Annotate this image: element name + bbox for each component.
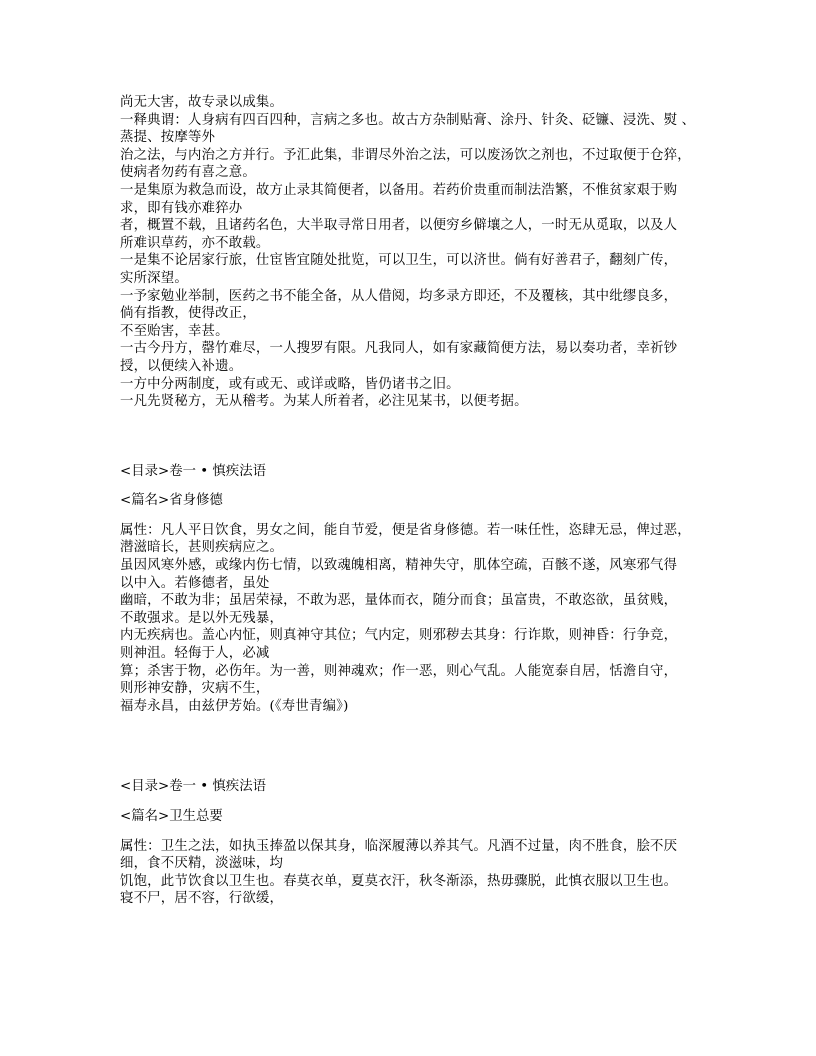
text-line: 一予家勉业举制，医药之书不能全备，从人借阅，均多录方即还，不及覆核，其中纰缪良多， [120, 288, 678, 304]
text-line: 实所深望。 [120, 270, 188, 286]
text-line: 一古今丹方，罄竹难尽，一人搜罗有限。凡我同人，如有家藏简便方法，易以奏功者，幸祈钞 [120, 341, 678, 357]
text-line: 饥饱，此节饮食以卫生也。春莫衣单，夏莫衣汗，秋冬渐添，热毋骤脱，此慎衣服以卫生也。 [120, 873, 678, 889]
text-line: 寝不尸，居不容，行欲缓， [120, 891, 284, 907]
text-line: 细，食不厌精，淡滋味，均 [120, 856, 284, 872]
text-line: 不敢强求。是以外无残暴， [120, 610, 284, 626]
text-line: 以中入。若修德者，虽处 [120, 575, 270, 591]
text-line: 一是集不论居家行旅，仕宦皆宜随处批览，可以卫生，可以济世。倘有好善君子，翻刻广传， [120, 253, 678, 269]
text-line: 所难识草药，亦不敢载。 [120, 235, 270, 251]
text-line: 内无疾病也。盖心内怔，则真神守其位；气内定，则邪秽去其身：行诈欺，则神昏：行争竞， [120, 628, 678, 644]
text-line: 一释典谓：人身病有四百四种，言病之多也。故古方杂制贴膏、涂丹、针灸、砭镰、浸洗、熨 、 [120, 112, 696, 128]
text-line: 属性：卫生之法，如执玉捧盈以保其身，临深履薄以养其气。凡酒不过量，肉不胜食，脍不厌 [120, 838, 678, 854]
section-1 [120, 463, 705, 716]
text-line: 授，以便续入补遗。 [120, 358, 243, 374]
text-line: 蒸提、按摩等外 [120, 130, 216, 146]
text-line: 虽因风寒外感，或缘内伤七情，以致魂魄相离，精神失守，肌体空疏，百骸不遂，风寒邪气得 [120, 558, 678, 574]
chapter-title: <篇名>卫生总要 [120, 809, 223, 824]
text-line: 者，概置不载，且诸药名色，大半取寻常日用者，以便穷乡僻壤之人，一时无从觅取，以及人 [120, 218, 678, 234]
text-line: 一是集原为救急而设，故方止录其简便者，以备用。若药价贵重而制法浩繁，不惟贫家艰于购 [120, 182, 678, 198]
section-2 [120, 778, 705, 908]
text-line: 则神沮。轻侮于人，必减 [120, 646, 270, 662]
text-line: 一凡先贤秘方，无从稽考。为某人所着者，必注见某书，以便考据。 [120, 394, 528, 410]
text-line: 潜滋暗长，甚则疾病应之。 [120, 540, 284, 556]
catalog-heading: <目录>卷一 • 慎疾法语 [120, 463, 266, 479]
intro-block [120, 94, 705, 411]
text-line: 治之法，与内治之方并行。予汇此集，非谓尽外治之法，可以废汤饮之剂也，不过取便于仓猝， [120, 147, 691, 163]
text-line: 不至贻害，幸甚。 [120, 323, 229, 339]
text-line: 使病者勿药有喜之意。 [120, 165, 256, 181]
text-line: 倘有指教，使得改正， [120, 306, 256, 322]
text-line: 属性：凡人平日饮食，男女之间，能自节爱，便是省身修德。若一味任性，恣肆无忌，俾过恶， [120, 522, 691, 538]
text-line: 幽暗，不敢为非；虽居荣禄，不敢为恶，量体而衣，随分而食；虽富贵，不敢恣欲，虽贫贱， [120, 593, 678, 609]
text-line: 算；杀害于物，必伤年。为一善，则神魂欢；作一恶，则心气乱。人能宽泰自居，恬澹自守， [120, 663, 678, 679]
text-line: 一方中分两制度，或有或无、或详或略，皆仍诸书之旧。 [120, 376, 460, 392]
catalog-heading: <目录>卷一 • 慎疾法语 [120, 779, 266, 795]
chapter-title: <篇名>省身修德 [120, 493, 223, 509]
text-line: 则形神安静，灾病不生， [120, 681, 270, 697]
text-line: 求，即有钱亦难猝办 [120, 200, 243, 216]
text-line: 尚无大害，故专录以成集。 [120, 95, 284, 110]
document-page [120, 94, 705, 908]
text-line: 福寿永昌，由兹伊芳始。(《寿世青编》) [120, 698, 349, 714]
